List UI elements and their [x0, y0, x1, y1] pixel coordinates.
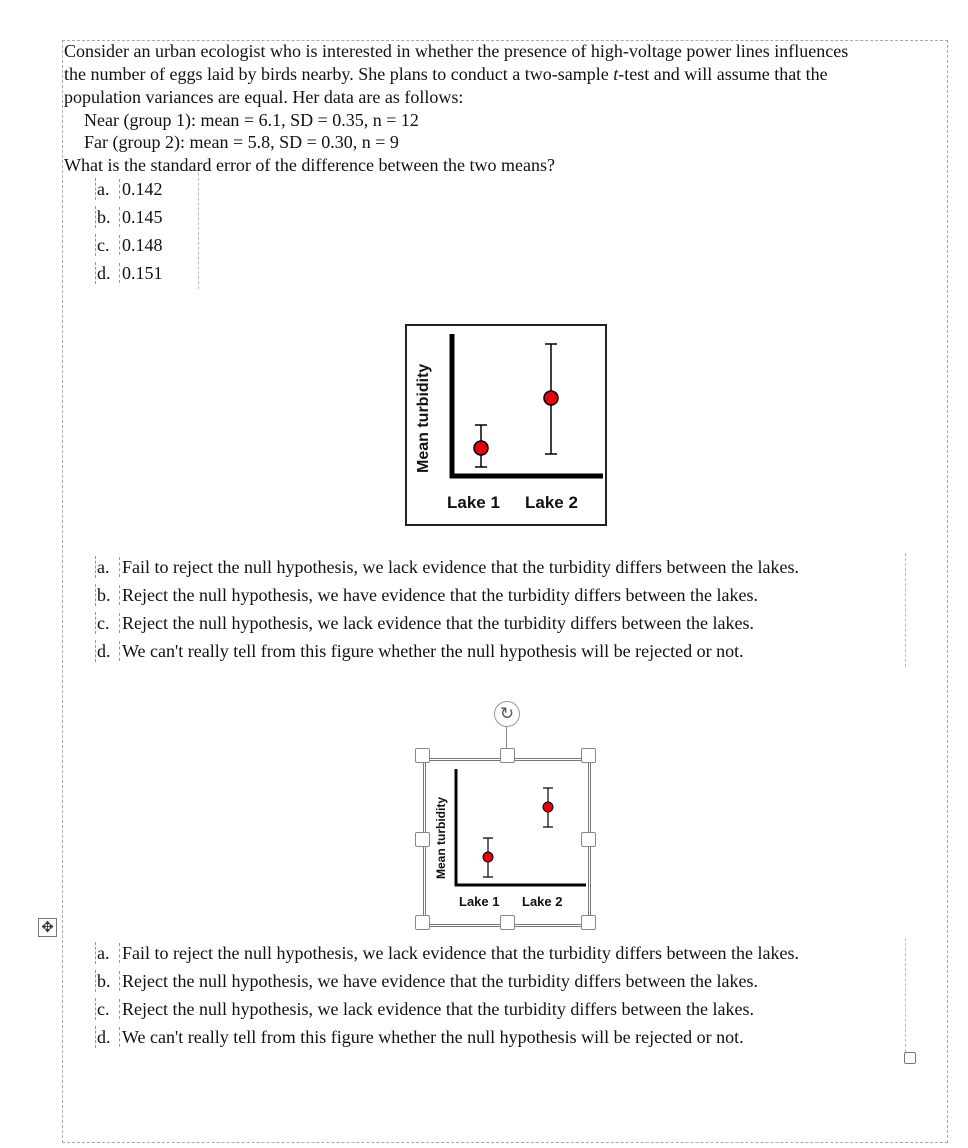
option-label: a.	[95, 178, 119, 200]
lake2-point	[544, 391, 558, 405]
option-text: We can't really tell from this figure whether the null hypothesis will be rejected or not.	[119, 641, 744, 661]
option-text: 0.145	[119, 207, 163, 227]
option-text: Fail to reject the null hypothesis, we lack evidence that the turbidity differs between the lakes.	[119, 943, 799, 963]
option-c[interactable]	[95, 234, 163, 256]
question-text-line: Consider an urban ecologist who is interested in whether the presence of high-voltage power lines influences	[64, 41, 849, 61]
option-d[interactable]	[95, 262, 163, 284]
x-label-lake1: Lake 1	[447, 493, 500, 512]
option-d[interactable]	[95, 1026, 744, 1048]
option-text: 0.148	[119, 235, 163, 255]
option-label: c.	[95, 998, 119, 1020]
option-d[interactable]	[95, 640, 744, 662]
option-label: c.	[95, 234, 119, 256]
x-label-lake2: Lake 2	[525, 493, 578, 512]
lake1-point	[483, 852, 493, 862]
option-a[interactable]	[95, 942, 799, 964]
question-data-line: Far (group 2): mean = 5.8, SD = 0.30, n = 9	[84, 132, 399, 152]
resize-handle-left[interactable]	[415, 832, 430, 847]
resize-handle-bottom-left[interactable]	[415, 915, 430, 930]
option-a[interactable]	[95, 178, 163, 200]
x-label-lake1: Lake 1	[459, 894, 500, 909]
option-text: Reject the null hypothesis, we have evidence that the turbidity differs between the lakes.	[119, 585, 758, 605]
option-label: c.	[95, 612, 119, 634]
question-data-line: Near (group 1): mean = 6.1, SD = 0.35, n = 12	[84, 110, 419, 130]
option-c[interactable]	[95, 612, 754, 634]
figure-1[interactable]	[405, 324, 607, 526]
resize-handle-bottom[interactable]	[500, 915, 515, 930]
option-text: Fail to reject the null hypothesis, we lack evidence that the turbidity differs between the lakes.	[119, 557, 799, 577]
option-c[interactable]	[95, 998, 754, 1020]
option-text: 0.151	[119, 263, 163, 283]
option-text: Reject the null hypothesis, we lack evidence that the turbidity differs between the lakes.	[119, 999, 754, 1019]
option-text: Reject the null hypothesis, we lack evidence that the turbidity differs between the lakes.	[119, 613, 754, 633]
option-b[interactable]	[95, 206, 163, 228]
option-label: a.	[95, 556, 119, 578]
option-b[interactable]	[95, 584, 758, 606]
lake2-point	[543, 802, 553, 812]
option-label: b.	[95, 584, 119, 606]
rotate-icon[interactable]: ↻	[494, 701, 520, 727]
option-a[interactable]	[95, 556, 799, 578]
option-label: d.	[95, 640, 119, 662]
option-label: a.	[95, 942, 119, 964]
option-b[interactable]	[95, 970, 758, 992]
resize-handle-right[interactable]	[581, 832, 596, 847]
y-axis-label: Mean turbidity	[415, 363, 432, 473]
option-label: b.	[95, 206, 119, 228]
resize-handle-top[interactable]	[500, 748, 515, 763]
resize-handle-top-right[interactable]	[581, 748, 596, 763]
table-resize-handle[interactable]	[904, 1052, 916, 1064]
option-text: We can't really tell from this figure whether the null hypothesis will be rejected or not.	[119, 1027, 744, 1047]
resize-handle-top-left[interactable]	[415, 748, 430, 763]
figure-2[interactable]	[423, 758, 591, 927]
question-text-line: the number of eggs laid by birds nearby. She plans to conduct a two-sample t-test and will assume that the	[64, 64, 828, 84]
option-text: Reject the null hypothesis, we have evidence that the turbidity differs between the lakes.	[119, 971, 758, 991]
option-label: b.	[95, 970, 119, 992]
lake1-point	[474, 441, 488, 455]
figure-2-plot	[426, 761, 588, 924]
table-move-icon[interactable]: ✥	[38, 918, 57, 937]
x-label-lake2: Lake 2	[522, 894, 563, 909]
option-label: d.	[95, 262, 119, 284]
resize-handle-bottom-right[interactable]	[581, 915, 596, 930]
option-label: d.	[95, 1026, 119, 1048]
question-prompt: What is the standard error of the difference between the two means?	[64, 155, 555, 175]
question-text-line: population variances are equal. Her data are as follows:	[64, 87, 464, 107]
option-text: 0.142	[119, 179, 163, 199]
y-axis-label: Mean turbidity	[434, 796, 448, 879]
